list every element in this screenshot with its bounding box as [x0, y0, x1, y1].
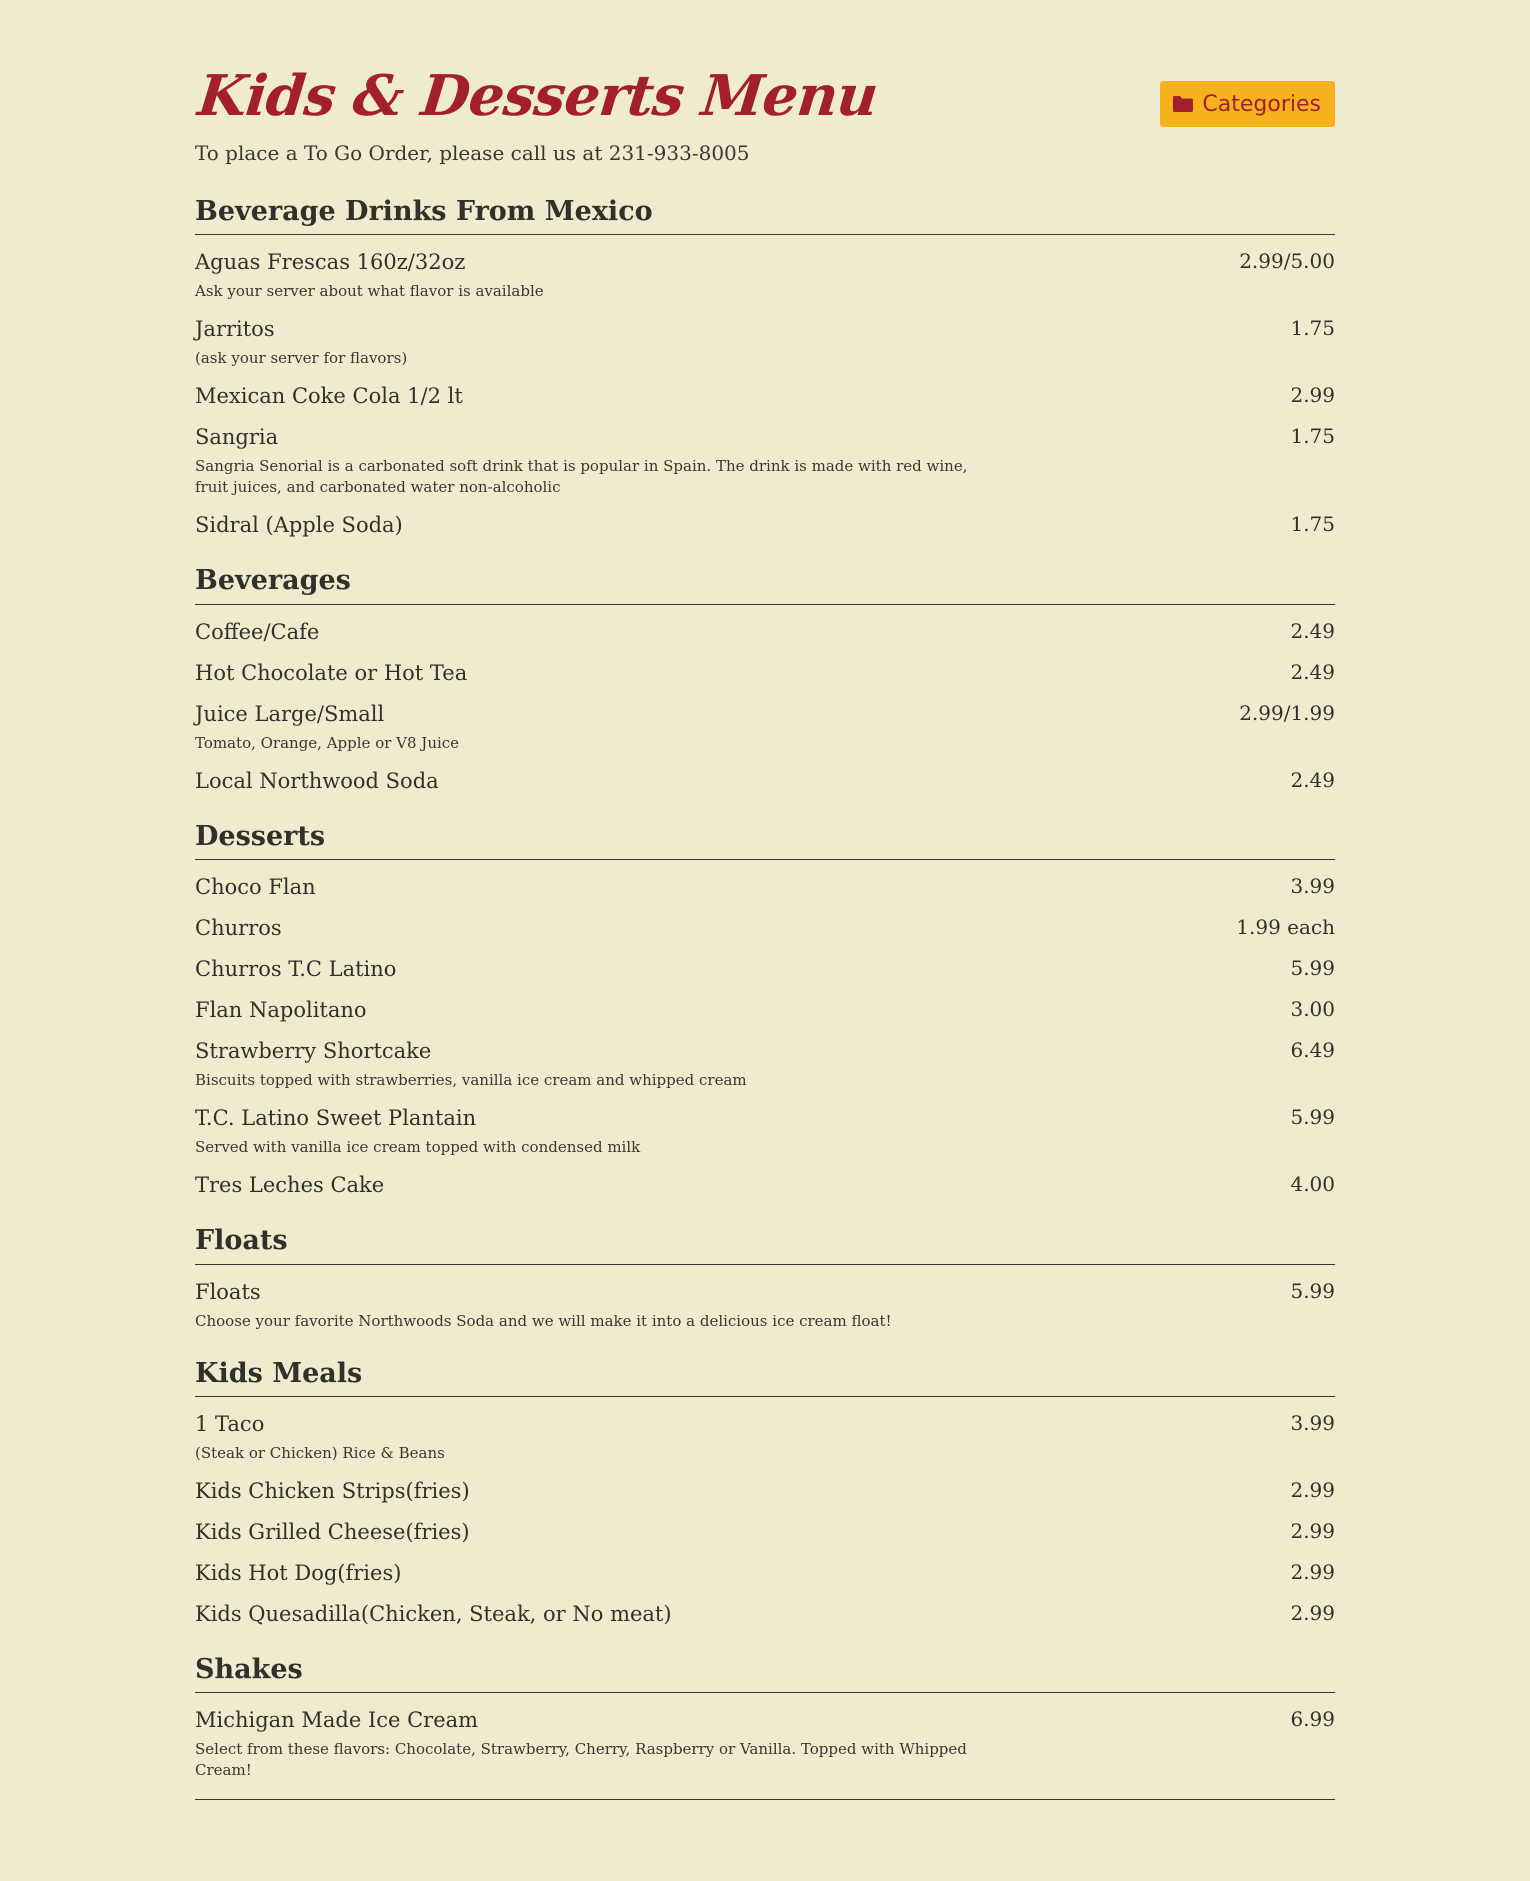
menu-item-price: 1.75	[1290, 316, 1335, 341]
folder-icon	[1172, 95, 1194, 113]
menu-header	[195, 0, 1335, 172]
menu-item-row	[195, 1560, 1335, 1587]
section-title: Shakes	[195, 1654, 1335, 1693]
menu-item-price: 5.99	[1290, 1278, 1335, 1303]
menu-item	[195, 1105, 1335, 1158]
section-title: Beverage Drinks From Mexico	[195, 196, 1335, 235]
menu-item-name: Juice Large/Small	[195, 701, 385, 726]
footer-divider	[195, 1799, 1335, 1800]
menu-item-price: 6.49	[1290, 1038, 1335, 1063]
menu-item-price: 1.75	[1290, 424, 1335, 449]
menu-item-price: 3.00	[1290, 997, 1335, 1022]
menu-item	[195, 660, 1335, 687]
menu-item	[195, 1172, 1335, 1199]
menu-item-description: Served with vanilla ice cream topped with condensed milk	[195, 1138, 641, 1157]
menu-item	[195, 1478, 1335, 1505]
menu-item-row	[195, 1519, 1335, 1546]
menu-item-row	[195, 768, 1335, 795]
menu-item	[195, 701, 1335, 754]
menu-item-row	[195, 701, 1335, 728]
menu-item-name: Kids Quesadilla(Chicken, Steak, or No meat)	[195, 1601, 672, 1626]
menu-item	[195, 1560, 1335, 1587]
menu-item-row	[195, 1707, 1335, 1734]
categories-button-label: Categories	[1202, 91, 1321, 117]
menu-item	[195, 424, 1335, 498]
menu-item-price: 2.99	[1290, 1600, 1335, 1625]
menu-item-price: 2.99	[1290, 1477, 1335, 1502]
menu-section	[195, 1225, 1335, 1331]
menu-item-row	[195, 424, 1335, 451]
menu-item-row	[195, 1411, 1335, 1438]
menu-item-name: Sangria	[195, 425, 279, 450]
menu-item	[195, 316, 1335, 369]
menu-item	[195, 249, 1335, 302]
menu-item-name: Local Northwood Soda	[195, 768, 439, 793]
menu-item-name: Kids Grilled Cheese(fries)	[195, 1519, 470, 1544]
menu-item-row	[195, 249, 1335, 276]
menu-item-row	[195, 512, 1335, 539]
menu-item-name: Choco Flan	[195, 875, 316, 900]
menu-page	[195, 0, 1335, 1800]
menu-item-name: T.C. Latino Sweet Plantain	[195, 1106, 477, 1131]
menu-item	[195, 1279, 1335, 1332]
menu-item-row	[195, 956, 1335, 983]
menu-item-name: Churros T.C Latino	[195, 957, 397, 982]
menu-item-row	[195, 1038, 1335, 1065]
menu-item-name: Flan Napolitano	[195, 998, 367, 1023]
menu-item-description: Choose your favorite Northwoods Soda and we will make it into a delicious ice cream float!	[195, 1311, 892, 1330]
section-title: Kids Meals	[195, 1358, 1335, 1397]
menu-item-description: (Steak or Chicken) Rice & Beans	[195, 1443, 445, 1462]
menu-item	[195, 1707, 1335, 1781]
menu-item	[195, 997, 1335, 1024]
menu-item-name: Aguas Frescas 160z/32oz	[195, 250, 466, 275]
menu-item-name: Tres Leches Cake	[195, 1173, 385, 1198]
menu-item-price: 2.99	[1290, 1518, 1335, 1543]
menu-item	[195, 768, 1335, 795]
menu-section	[195, 821, 1335, 1199]
menu-item-row	[195, 874, 1335, 901]
menu-item-description: Tomato, Orange, Apple or V8 Juice	[195, 733, 460, 752]
section-title: Desserts	[195, 821, 1335, 860]
menu-item-row	[195, 997, 1335, 1024]
menu-item-name: Kids Chicken Strips(fries)	[195, 1478, 470, 1503]
menu-item-row	[195, 383, 1335, 410]
menu-item-price: 2.99	[1290, 1559, 1335, 1584]
menu-item-row	[195, 1601, 1335, 1628]
section-title: Floats	[195, 1225, 1335, 1264]
menu-item	[195, 1038, 1335, 1091]
categories-button[interactable]	[1160, 81, 1335, 127]
section-title: Beverages	[195, 565, 1335, 604]
menu-item-name: Coffee/Cafe	[195, 619, 320, 644]
menu-item-row	[195, 915, 1335, 942]
menu-item	[195, 619, 1335, 646]
menu-item-description: Biscuits topped with strawberries, vanilla ice cream and whipped cream	[195, 1071, 747, 1090]
menu-item-row	[195, 619, 1335, 646]
menu-item-name: 1 Taco	[195, 1411, 265, 1436]
menu-item	[195, 512, 1335, 539]
menu-item-price: 3.99	[1290, 874, 1335, 899]
menu-item-price: 1.99 each	[1236, 915, 1335, 940]
menu-item-name: Strawberry Shortcake	[195, 1039, 432, 1064]
menu-section	[195, 565, 1335, 794]
menu-item	[195, 915, 1335, 942]
menu-item-price: 4.00	[1290, 1172, 1335, 1197]
menu-item	[195, 1519, 1335, 1546]
menu-item	[195, 874, 1335, 901]
menu-item-row	[195, 316, 1335, 343]
menu-item-name: Jarritos	[195, 317, 275, 342]
menu-item-row	[195, 1172, 1335, 1199]
menu-item-price: 3.99	[1290, 1410, 1335, 1435]
menu-item-price: 2.49	[1290, 767, 1335, 792]
menu-item-name: Floats	[195, 1279, 261, 1304]
menu-item	[195, 1601, 1335, 1628]
menu-sections	[195, 196, 1335, 1781]
menu-item-row	[195, 660, 1335, 687]
menu-item-name: Hot Chocolate or Hot Tea	[195, 660, 468, 685]
menu-item-row	[195, 1478, 1335, 1505]
menu-item-name: Churros	[195, 916, 282, 941]
menu-section	[195, 196, 1335, 539]
menu-section	[195, 1358, 1335, 1628]
menu-item-name: Michigan Made Ice Cream	[195, 1708, 479, 1733]
menu-item	[195, 1411, 1335, 1464]
menu-item	[195, 956, 1335, 983]
menu-item-price: 2.99	[1290, 383, 1335, 408]
menu-item-price: 5.99	[1290, 956, 1335, 981]
menu-item-description: Sangria Senorial is a carbonated soft drink that is popular in Spain. The drink is made with red wine, fruit juices, and carbonated water non-alcoholic	[195, 457, 968, 497]
menu-section	[195, 1654, 1335, 1781]
menu-item-description: (ask your server for flavors)	[195, 349, 408, 368]
menu-item-price: 2.99/1.99	[1239, 700, 1335, 725]
menu-item-name: Sidral (Apple Soda)	[195, 513, 403, 538]
menu-item-price: 6.99	[1290, 1707, 1335, 1732]
menu-item-name: Mexican Coke Cola 1/2 lt	[195, 384, 463, 409]
menu-item-price: 2.49	[1290, 659, 1335, 684]
menu-item-row	[195, 1279, 1335, 1306]
menu-item-description: Select from these flavors: Chocolate, Strawberry, Cherry, Raspberry or Vanilla. Topped with Whipped Cream!	[195, 1740, 967, 1780]
page-title: Kids & Desserts Menu	[194, 63, 881, 129]
menu-item-row	[195, 1105, 1335, 1132]
menu-item-price: 2.99/5.00	[1239, 249, 1335, 274]
menu-item-price: 2.49	[1290, 618, 1335, 643]
menu-item-name: Kids Hot Dog(fries)	[195, 1560, 402, 1585]
menu-item	[195, 383, 1335, 410]
menu-item-price: 5.99	[1290, 1105, 1335, 1130]
menu-item-description: Ask your server about what flavor is available	[195, 282, 544, 301]
to-go-order-note: To place a To Go Order, please call us at 231-933-8005	[195, 141, 750, 165]
menu-item-price: 1.75	[1290, 512, 1335, 537]
